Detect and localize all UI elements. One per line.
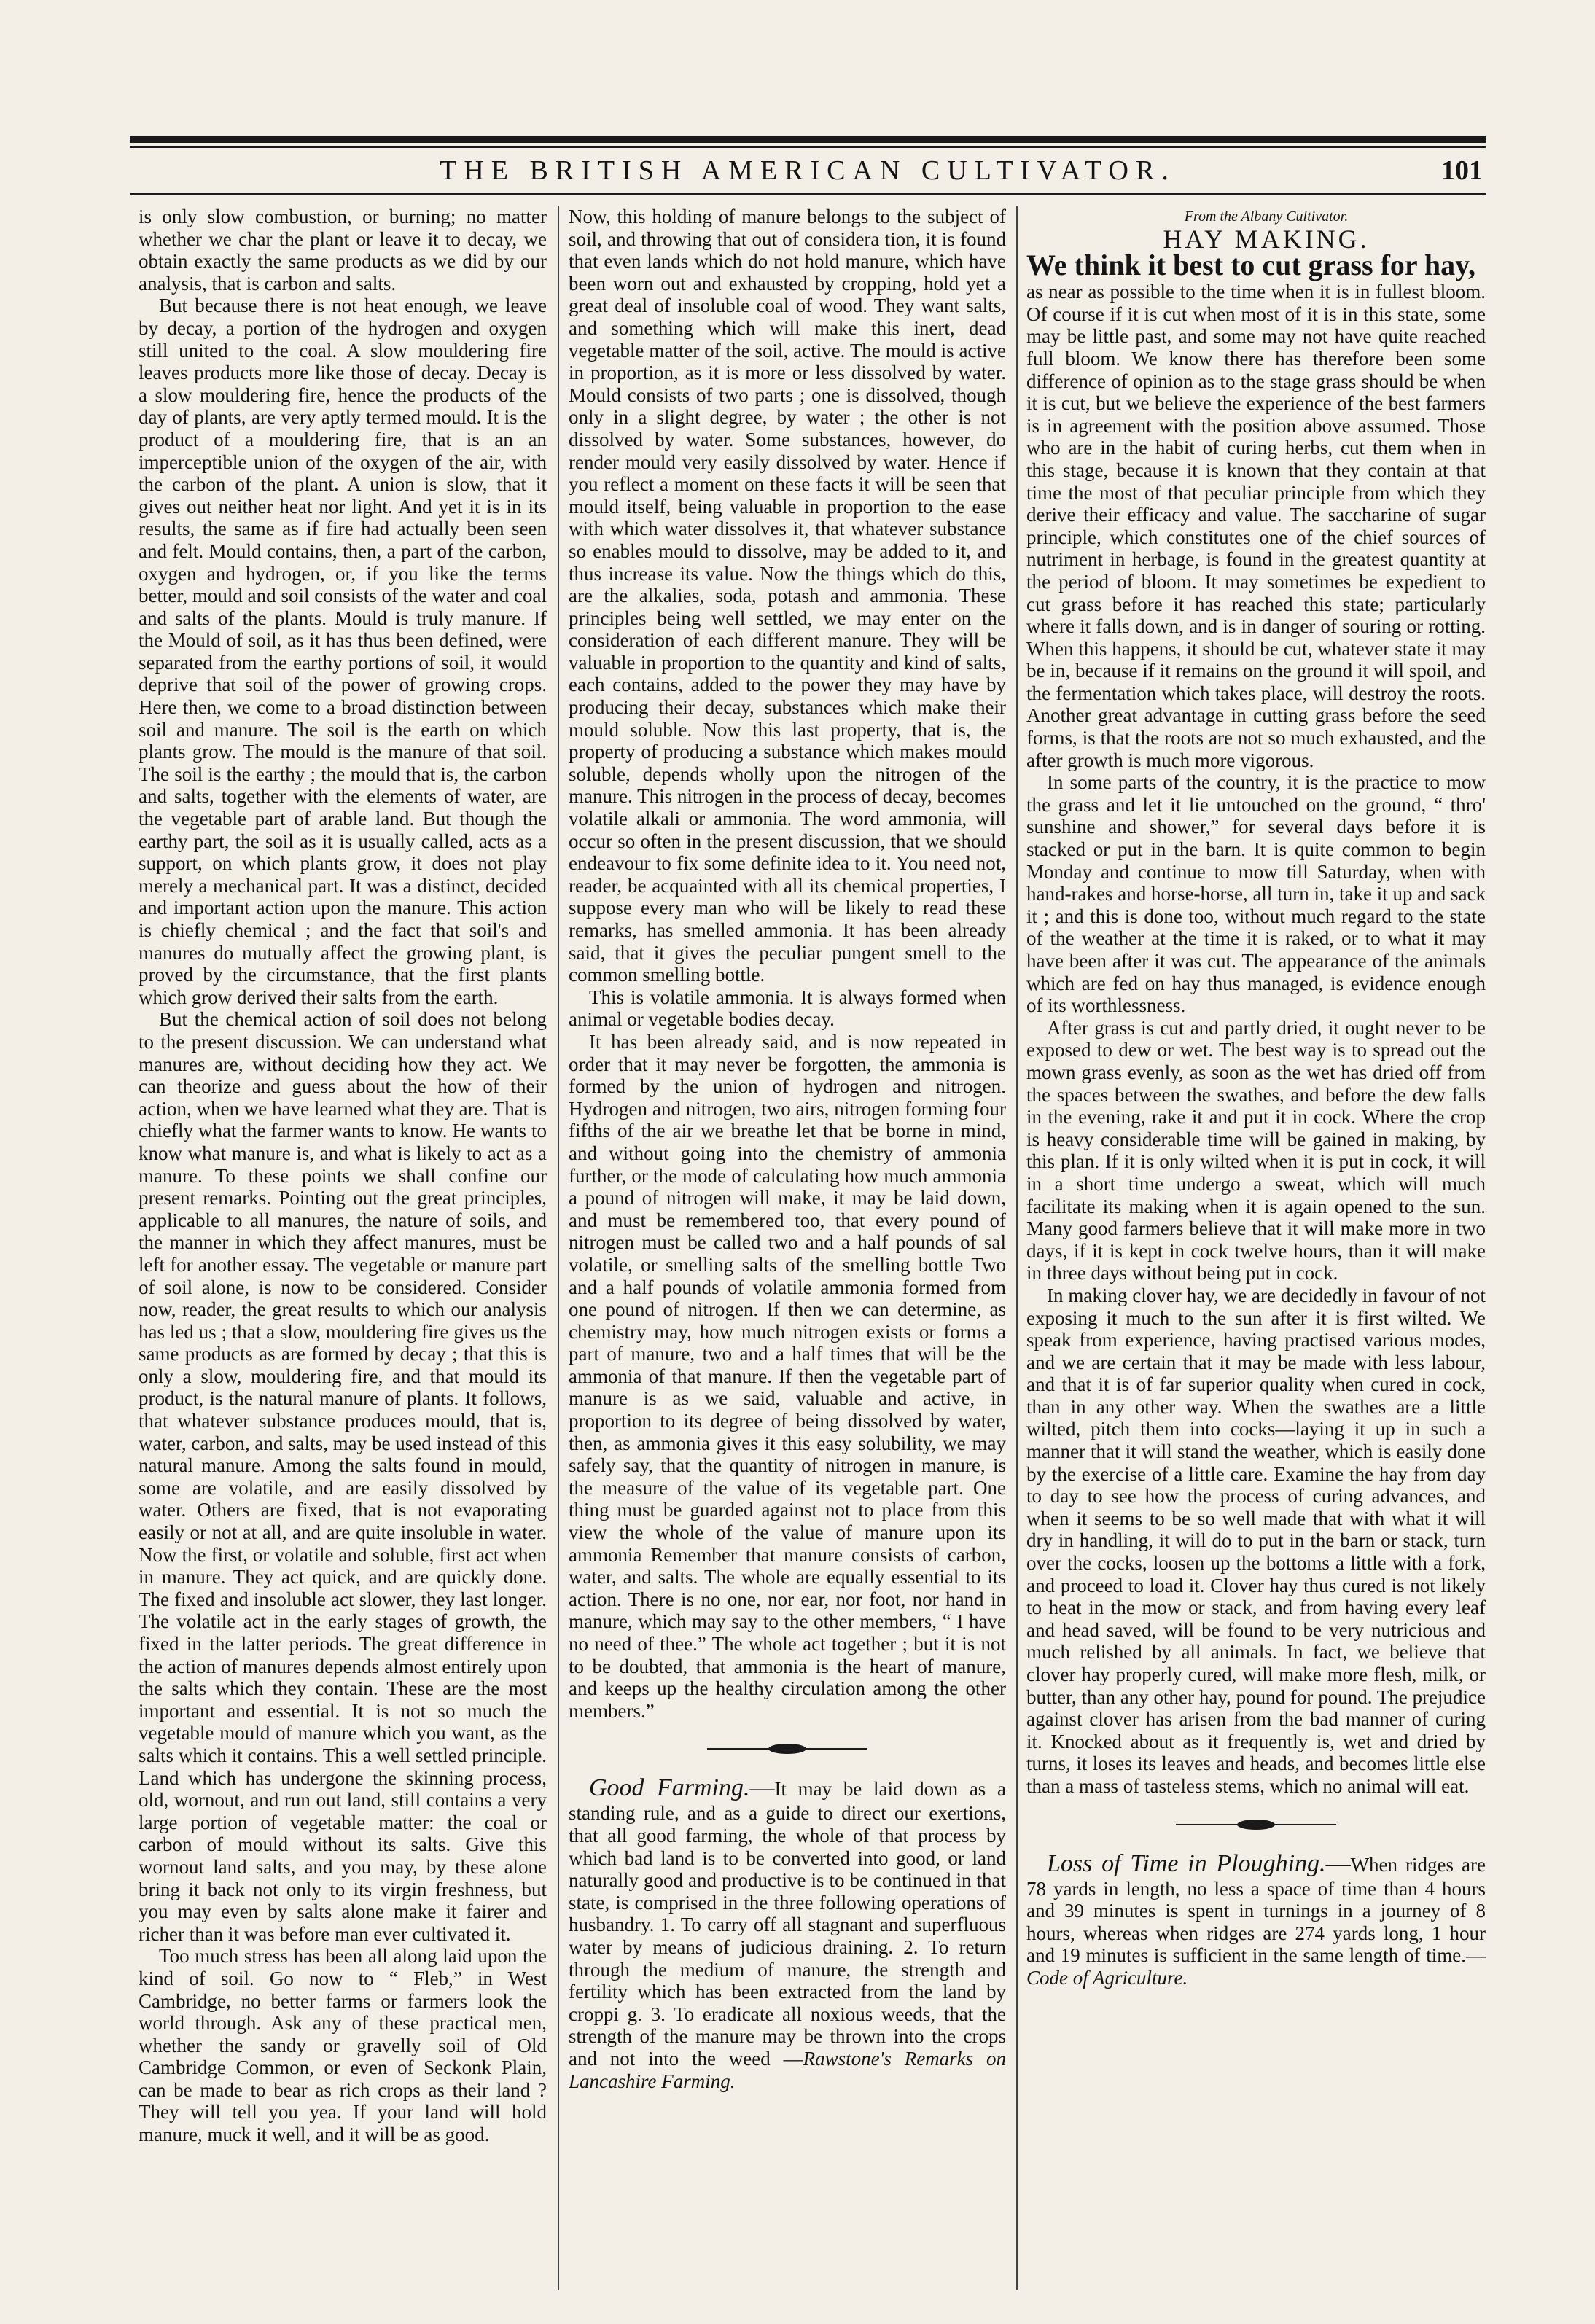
column-3	[1026, 206, 1486, 2290]
paragraph: is only slow combustion, or burning; no matter whether we char the plant or leave it to decay, we obtain exactly the same products as we did by our analysis, that is carbon and salts.	[139, 206, 547, 295]
paragraph: But the chemical action of soil does not belong to the present discussion. We can understand what manures are, without deciding how they act. We can theorize and guess about the how of their action, when we have learned what they are. That is chiefly what the farmer wants to know. He wants to know what manure is, and what is likely to act as a manure. To these points we shall confine our present remarks. Pointing out the great principles, applicable to all manures, the nature of soils, and the manner in which they affect manures, must be left for another essay. The vegetable or manure part of soil alone, is now to be considered. Consider now, reader, the great results to which our analysis has led us ; that a slow, mouldering fire gives us the same products as are formed by decay ; that this is only a slow, mouldering fire, and that mould its product, is the natural manure of plants. It follows, that whatever substance produces mould, that is, water, carbon, and salts, may be used instead of this natural manure. Among the salts found in mould, some are volatile, and are easily dissolved by water. Others are fixed, that is not evaporating easily or not at all, and are quite insoluble in water. Now the first, or volatile and soluble, first act when in manure. They act quick, and are quickly done. The fixed and insoluble act slower, they last longer. The volatile act in the early stages of growth, the fixed in the latter periods. The great difference in the action of manures depends almost entirely upon the salts which they contain. These are the most important and essential. It is not so much the vegetable mould of manure which you want, as the salts which it contains. This a well settled principle. Land which has undergone the skinning process, old, wornout, and run out land, still contains a very large portion of vegetable matter: the coal or carbon of mould without its salts. Give this wornout land salts, and you may, by these alone bring it back not only to its virgin freshness, but you may even by salts alone make it fairer and richer than it was before man ever cultivated it.	[139, 1008, 547, 1945]
section-ornament	[1176, 1817, 1336, 1833]
title-dash: —	[1325, 1849, 1351, 1877]
section-ornament	[707, 1741, 867, 1757]
masthead	[130, 150, 1486, 195]
paragraph: as near as possible to the time when it is in fullest bloom. Of course if it is cut when most of it is in this state, some may be little past, and some may not have quite reached full bloom. We know there has therefore been some difference of opinion as to the stage grass should be when it is cut, but we believe the experience of the best farmers is in agreement with the position above assumed. Those who are in the habit of curing herbs, cut them when in this stage, because it is known that they contain at that time the most of that peculiar principle from which they derive their efficacy and value. The saccharine of sugar principle, which constitutes one of the chief sources of nutriment in herbage, is found in the greatest quantity at the period of bloom. It may sometimes be expedient to cut grass before it has reached this state; particularly where it falls down, and is in danger of souring or rotting. When this happens, it should be cut, whatever state it may be in, because if it remains on the ground it will spoil, and the fermentation which takes place, will destroy the roots. Another great advantage in cutting grass before the seed forms, is that the roots are not so much exhausted, and the after growth is much more vigorous.	[1026, 281, 1486, 771]
loss-of-time-article	[1026, 1850, 1486, 1989]
column-divider-1	[558, 206, 559, 2290]
good-farming-text: It may be laid down as a standing rule, and as a guide to direct our exertions, that all good farming, the whole of that process by which bad land is to be converted into good, or land naturally good and productive is to be continued in that state, is comprised in the three following operations of husbandry. 1. To carry off all stagnant and superfluous water by means of judicious draining. 2. To return through the medium of manure, the strength and fertility which has been extracted from the land by croppi g. 3. To eradicate all noxious weeds, that the strength of the manure may be thrown into the crops and not into the weed —	[569, 1778, 1006, 2070]
column-1	[139, 206, 547, 2290]
masthead-title: THE BRITISH AMERICAN CULTIVATOR.	[440, 155, 1176, 186]
paragraph: In some parts of the country, it is the practice to mow the grass and let it lie untouched on the ground, “ thro' sunshine and shower,” for several days before it is stacked or put in the barn. It is quite common to begin Monday and continue to mow till Saturday, when with hand-rakes and horse-horse, all turn in, take it up and sack it ; and this is done too, without much regard to the state of the weather at the time it is raked, or to what it may have been after it was cut. The appearance of the animals which are fed on hay thus managed, is evidence enough of its worthlessness.	[1026, 771, 1486, 1017]
paragraph: Too much stress has been all along laid upon the kind of soil. Go now to “ Fleb,” in West Cambridge, no better farms or farmers look the world through. Ask any of these practical men, whether the sandy or gravelly soil of Old Cambridge Common, or even of Seckonk Plain, can be made to bear as rich crops as their land ? They will tell you yea. If your land will hold manure, muck it well, and it will be as good.	[139, 1945, 547, 2146]
loss-of-time-text: When ridges are 78 yards in length, no less a space of time than 4 hours and 39 minutes is spent in turnings in a journey of 8 hours, whereas when ridges are 274 yards long, 1 hour and 19 minutes is sufficient in the same length of time.—	[1026, 1853, 1486, 1967]
article-heading: HAY MAKING.	[1163, 224, 1370, 254]
paragraph: In making clover hay, we are decidedly in favour of not exposing it much to the sun after it is first wilted. We speak from experience, having practised various modes, and we are certain that it may be made with less labour, and that it is of far superior quality when cured in cock, than in any other way. When the swathes are a little wilted, pitch them into cocks—laying it up in such a manner that it will stand the weather, which is easily done by the exercise of a little care. Examine the hay from day to day to see how the process of curing advances, and when it seems to be so well made that with what it will dry in handling, it will do to put in the barn or stack, turn over the cocks, loosen up the bottoms a little with a fork, and proceed to load it. Clover hay thus cured is not likely to heat in the mow or stack, and from having every leaf and head saved, will be found to be very nutricious and much relished by all animals. In fact, we believe that clover hay properly cured, will make more flesh, milk, or butter, than any other hay, pound for pound. The prejudice against clover has arisen from the bad manner of curing it. Knocked about as it frequently is, wet and dried by turns, it loses its leaves and heads, and becomes little else than a mass of tasteless stems, which no animal will eat.	[1026, 1284, 1486, 1797]
paragraph: But because there is not heat enough, we leave by decay, a portion of the hydrogen and oxygen still united to the coal. A slow mouldering fire leaves products more like those of decay. Decay is a slow mouldering fire, hence the products of the day of plants, are very aptly termed mould. It is the product of a mouldering fire, that is an an imperceptible union of the oxygen of the air, with the carbon of the plant. A union is slow, that it gives out neither heat nor light. And yet it is in its results, the same as if fire had actually been seen and felt. Mould contains, then, a part of the carbon, oxygen and hydrogen, or, if you like the terms better, mould and soil consists of the water and coal and salts of the plants. Mould is truly manure. If the Mould of soil, as it has thus been defined, were separated from the earthy portions of soil, it would deprive that soil of the power of growing crops. Here then, we come to a broad distinction between soil and manure. The soil is the earth on which plants grow. The mould is the manure of that soil. The soil is the earthy ; the mould that is, the carbon and salts, together with the elements of water, are the vegetable part of arable land. But though the earthy part, the soil as it is usually called, acts as a support, on which plants grow, it does not play merely a mechanical part. It was a distinct, decided and important action upon the manure. This action is chiefly chemical ; and the fact that soil's and manures do mutually affect the growing plant, is proved by the circumstance, that the first plants which grow derived their salts from the earth.	[139, 295, 547, 1008]
source-line: From the Albany Cultivator.	[1184, 208, 1349, 225]
paragraph: It has been already said, and is now repeated in order that it may never be forgotten, the ammonia is formed by the union of hydrogen and nitrogen. Hydrogen and nitrogen, two airs, nitrogen forming four fifths of the air we breathe let that be borne in mind, and without going into the chemistry of ammonia further, or the mode of calculating how much ammonia a pound of nitrogen will make, it may be laid down, and must be remembered too, that every pound of nitrogen must be called two and a half pounds of sal volatile, or smelling salts of the smelling bottle Two and a half pounds of volatile ammonia formed from one pound of nitrogen. If then we can determine, as chemistry may, how much nitrogen exists or forms a part of manure, two and a half times that will be the ammonia of that manure. If then the vegetable part of manure is as we said, valuable and active, in proportion to its degree of being dissolved by water, then, as ammonia gives it this easy solubility, we may safely say, that the quantity of nitrogen in manure, is the measure of the value of its vegetable part. One thing must be guarded against not to place from this view the whole of the value of manure upon its ammonia Remember that manure consists of carbon, water, and salts. The whole are equally essential to its action. There is no one, nor ear, nor foot, nor hand in manure, which may say to the other members, “ I have no need of thee.” The whole act together ; but it is not to be doubted, that ammonia is the heart of manure, and keeps up the healthy circulation among the other members.”	[569, 1030, 1006, 1722]
good-farming-article	[569, 1774, 1006, 2092]
page-number: 101	[1441, 155, 1483, 186]
top-rule-thin	[130, 146, 1486, 148]
top-rule-thick	[130, 136, 1486, 143]
lead-line: We think it best to cut grass for hay,	[1026, 249, 1475, 282]
loss-of-time-title: Loss of Time in Ploughing.	[1047, 1849, 1326, 1877]
column-divider-2	[1016, 206, 1018, 2290]
loss-of-time-attribution: Code of Agriculture.	[1026, 1966, 1188, 1989]
title-dash: —	[749, 1774, 775, 1802]
paragraph: This is volatile ammonia. It is always formed when animal or vegetable bodies decay.	[569, 986, 1006, 1031]
column-2	[569, 206, 1006, 2290]
good-farming-title: Good Farming.	[589, 1774, 750, 1802]
paragraph: Now, this holding of manure belongs to the subject of soil, and throwing that out of considera tion, it is found that even lands which do not hold manure, which have been worn out and exhausted by cropping, hold yet a great deal of insoluble coal of wood. They want salts, and something which will make this inert, dead vegetable matter of the soil, active. The mould is active in proportion, as it is more or less dissolved by water. Mould consists of two parts ; one is dissolved, though only in a slight degree, by water ; the other is not dissolved by water. Some substances, however, do render mould very easily dissolved by water. Hence if you reflect a moment on these facts it will be seen that mould itself, being valuable in proportion to the ease with which water dissolves it, that whatever substance so enables mould to dissolve, may be added to it, and thus increase its value. Now the things which do this, are the alkalies, soda, potash and ammonia. These principles being well settled, we may enter on the consideration of each different manure. They will be valuable in proportion to the quantity and kind of salts, each contains, added to the power they may have by producing their decay, substances which make their mould soluble. Now this last property, that is, the property of producing a substance which makes mould soluble, depends wholly upon the nitrogen of the manure. This nitrogen in the process of decay, becomes volatile alkali or ammonia. The word ammonia, will occur so often in the present discussion, that we should endeavour to fix some definite idea to it. You need not, reader, be acquainted with all its chemical properties, I suppose every man who will be likely to read these remarks, has smelled ammonia. It has been already said, that it gives the peculiar pungent smell to the common smelling bottle.	[569, 206, 1006, 986]
paragraph: After grass is cut and partly dried, it ought never to be exposed to dew or wet. The best way is to spread out the mown grass evenly, as soon as the wet has dried off from the spaces between the swathes, and before the dew falls in the evening, rake it and put it in cock. Where the crop is heavy considerable time will be gained in making, by this plan. If it is only wilted when it is put in cock, it will in a short time undergo a sweat, which will much facilitate its making when it is again opened to the sun. Many good farmers believe that it will make more in two days, if it is kept in cock twelve hours, than it will make in three days without being put in cock.	[1026, 1016, 1486, 1284]
good-farming-attribution: Rawstone's Remarks on Lancashire Farming.	[569, 2047, 1006, 2092]
